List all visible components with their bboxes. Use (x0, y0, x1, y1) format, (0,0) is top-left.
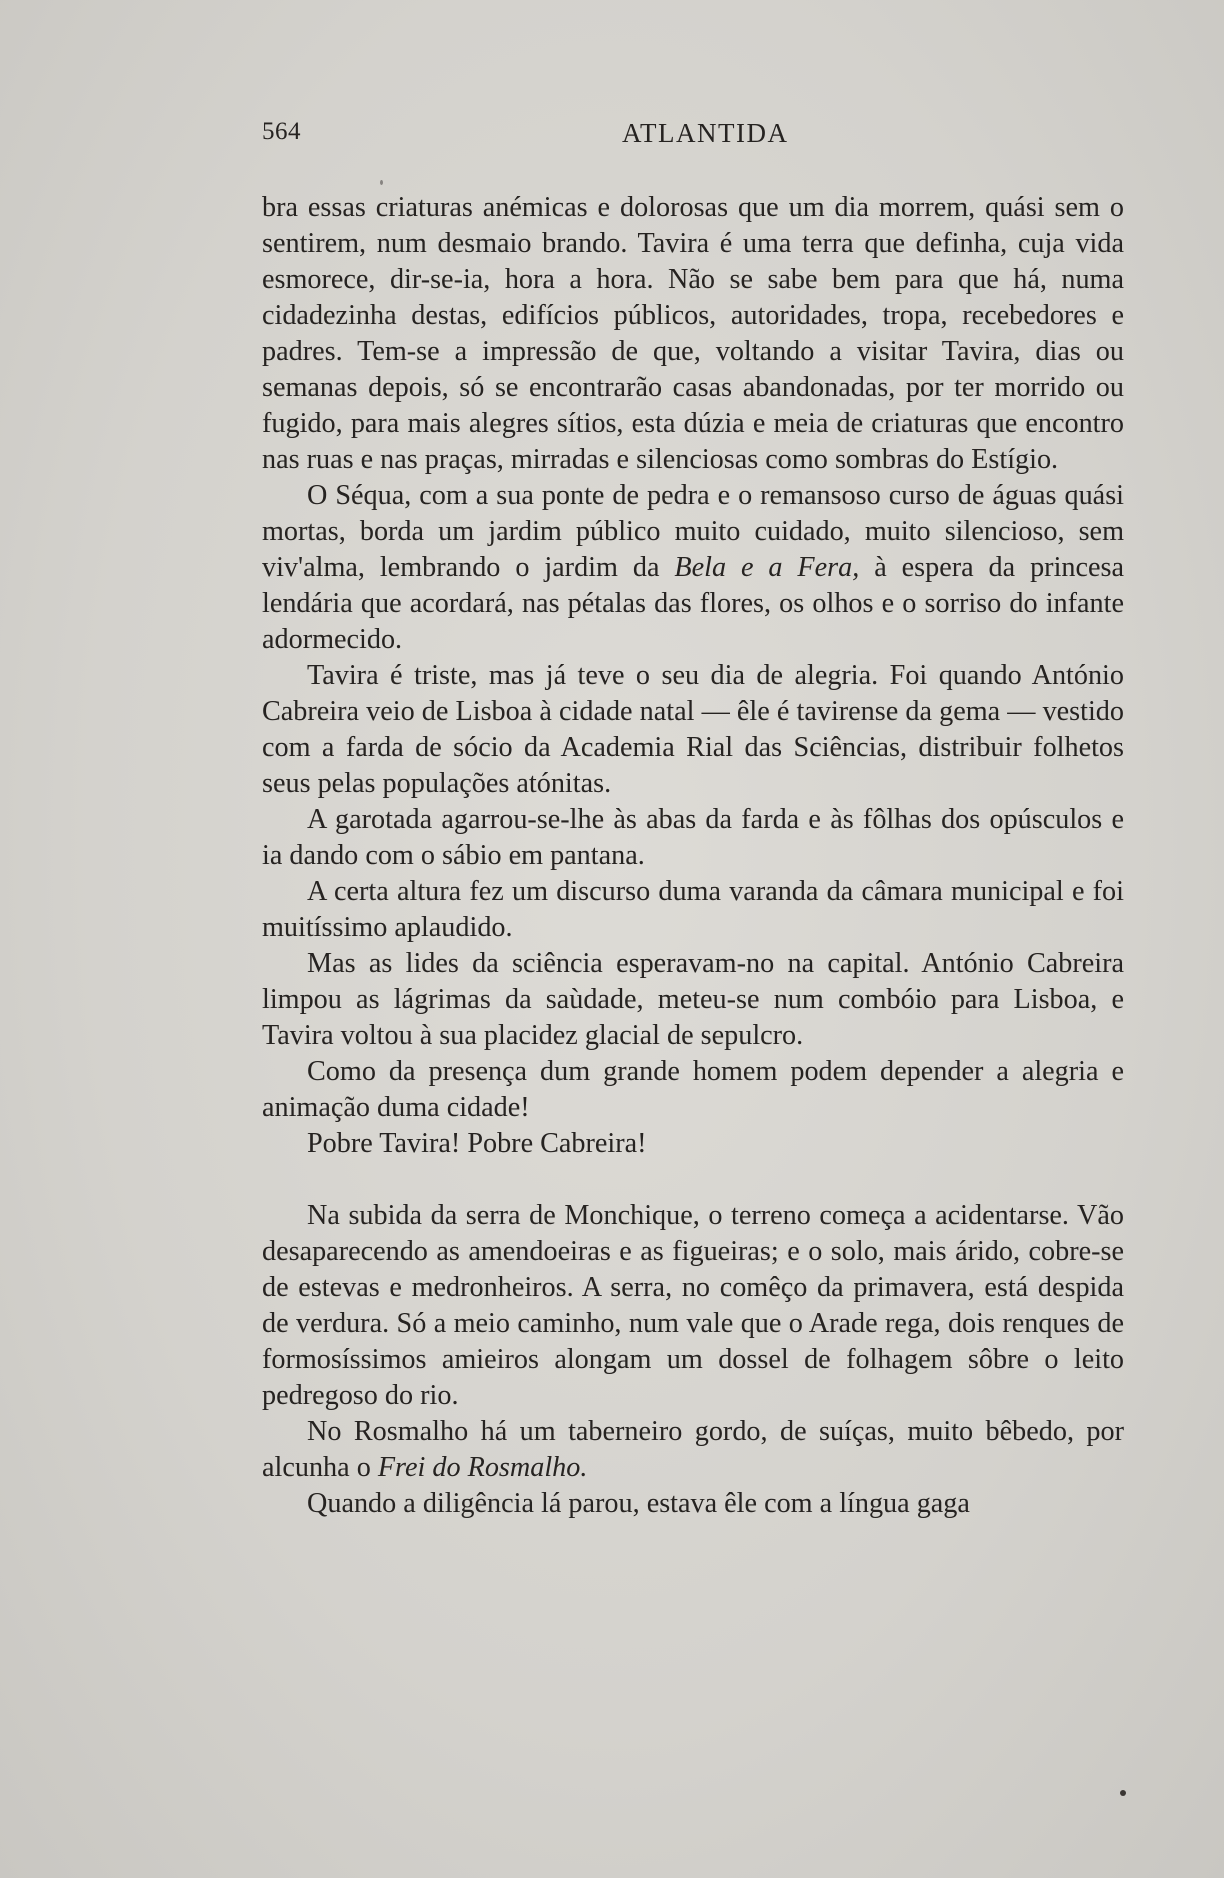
paragraph (262, 478, 1124, 658)
paragraph (262, 658, 1124, 802)
italic-text: Bela e a Fera, (674, 552, 860, 583)
text-run: A garotada agarrou-se-lhe às abas da farda e às fôlhas dos opúsculos e ia dando com o sábio em pantana. (262, 804, 1124, 871)
text-run: O Séqua, com a sua ponte de pedra e o remansoso curso de águas quási mortas, borda um jardim público muito cuidado, muito silencioso, sem viv'alma, lembrando o jardim da (262, 480, 1124, 583)
text-run: Quando a diligência lá parou, estava êle com a língua gaga (307, 1488, 970, 1519)
text-run: bra essas criaturas anémicas e dolorosas que um dia morrem, quási sem o sentirem, num desmaio brando. Tavira é uma terra que definha, cuja vida esmorece, dir-se-ia, hora a hora. Não se sabe bem para que há, numa cidadezinha destas, edifícios públicos, autoridades, tropa, recebedores e padres. Tem-se a impressão de que, voltando a visitar Tavira, dias ou semanas depois, só se encontrarão casas abandonadas, por ter morrido ou fugido, para mais alegres sítios, esta dúzia e meia de criaturas que encontro nas ruas e nas praças, mirradas e silenciosas como sombras do Estígio. (262, 192, 1124, 475)
text-run: Pobre Tavira! Pobre Cabreira! (307, 1128, 647, 1159)
text-section (262, 190, 1124, 1162)
paragraph (262, 874, 1124, 946)
paragraph (262, 802, 1124, 874)
paragraph (262, 1414, 1124, 1486)
page-number: 564 (262, 118, 301, 145)
paragraph (262, 1054, 1124, 1126)
paragraph (262, 1198, 1124, 1414)
italic-text: Frei do Rosmalho. (377, 1452, 588, 1483)
text-run: Mas as lides da sciência esperavam-no na capital. António Cabreira limpou as lágrimas da saùdade, meteu-se num combóio para Lisboa, e Tavira voltou à sua placidez glacial de sepulcro. (262, 948, 1124, 1051)
paper-speck (380, 180, 383, 185)
text-run: Como da presença dum grande homem podem depender a alegria e animação duma cidade! (262, 1056, 1124, 1123)
text-run: No Rosmalho há um taberneiro gordo, de suíças, muito bêbedo, por alcunha o (262, 1416, 1124, 1483)
paragraph (262, 1126, 1124, 1162)
text-run: à espera da princesa lendária que acordará, nas pétalas das flores, os olhos e o sorriso do infante adormecido. (262, 552, 1124, 655)
text-run: A certa altura fez um discurso duma varanda da câmara municipal e foi muitíssimo aplaudido. (262, 876, 1124, 943)
text-run: Na subida da serra de Monchique, o terreno começa a acidentarse. Vão desaparecendo as amendoeiras e as figueiras; e o solo, mais árido, cobre-se de estevas e medronheiros. A serra, no comêço da primavera, está despida de verdura. Só a meio caminho, num vale que o Arade rega, dois renques de formosíssimos amieiros alongam um dossel de folhagem sôbre o leito pedregoso do rio. (262, 1200, 1124, 1411)
page-header (262, 118, 1124, 158)
text-run: Tavira é triste, mas já teve o seu dia de alegria. Foi quando António Cabreira veio de Lisboa à cidade natal — êle é tavirense da gema — vestido com a farda de sócio da Academia Rial das Sciências, distribuir folhetos seus pelas populações atónitas. (262, 660, 1124, 799)
paper-speck (1120, 1790, 1126, 1796)
body-text (262, 190, 1124, 1522)
paragraph (262, 946, 1124, 1054)
running-head: ATLANTIDA (622, 118, 789, 148)
text-section (262, 1198, 1124, 1522)
paragraph (262, 190, 1124, 478)
paragraph (262, 1486, 1124, 1522)
